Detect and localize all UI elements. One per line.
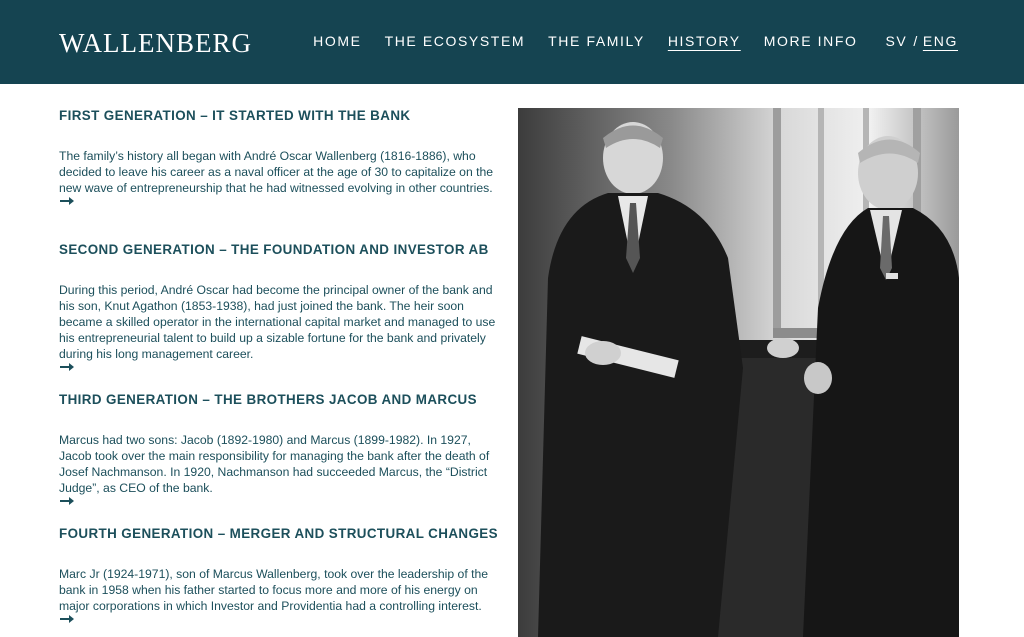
section-first-generation <box>59 108 501 208</box>
nav-more-info[interactable]: MORE INFO <box>763 33 858 49</box>
section-body: Marc Jr (1924-1971), son of Marcus Wallenberg, took over the leadership of the bank in 1958 when his father started to focus more and more of his energy on major corporations in which Investor and Providentia had a controlling interest. <box>59 567 489 614</box>
section-second-generation <box>59 242 501 374</box>
section-title: FIRST GENERATION – IT STARTED WITH THE BANK <box>59 108 411 123</box>
section-body: During this period, André Oscar had become the principal owner of the bank and his son, Knut Agathon (1853-1938), had just joined the bank. The heir soon became a skilled operator in the international capital market and managed to use his entrepreneurial talent to build up a sizable fortune for the bank and privately during his long management career. <box>59 283 496 362</box>
section-fourth-generation <box>59 526 501 626</box>
main-nav <box>290 33 958 49</box>
section-body: Marcus had two sons: Jacob (1892-1980) and Marcus (1899-1982). In 1927, Jacob took over the main responsibility for managing the bank after the death of Josef Nachmanson. In 1920, Nachmanson had succeeded Marcus, the “District Judge”, as CEO of the bank. <box>59 433 490 496</box>
lang-eng[interactable]: ENG <box>922 33 958 49</box>
section-title: SECOND GENERATION – THE FOUNDATION AND INVESTOR AB <box>59 242 489 257</box>
arrow-right-icon[interactable] <box>59 362 77 374</box>
arrow-right-icon[interactable] <box>59 196 77 208</box>
section-title: THIRD GENERATION – THE BROTHERS JACOB AND MARCUS <box>59 392 477 407</box>
section-title: FOURTH GENERATION – MERGER AND STRUCTURAL CHANGES <box>59 526 498 541</box>
historical-photo <box>518 108 959 637</box>
arrow-right-icon[interactable] <box>59 496 77 508</box>
arrow-right-icon[interactable] <box>59 614 77 626</box>
section-third-generation <box>59 392 501 508</box>
lang-separator: / <box>913 33 919 49</box>
site-header <box>0 0 1024 84</box>
lang-sv[interactable]: SV <box>885 33 908 49</box>
nav-the-family[interactable]: THE FAMILY <box>548 33 645 49</box>
photo-two-men-illustration <box>518 108 959 637</box>
nav-home[interactable]: HOME <box>313 33 362 49</box>
section-body: The family’s history all began with André Oscar Wallenberg (1816-1886), who decided to leave his career as a naval officer at the age of 30 to capitalize on the new wave of entrepreneurship that he had witnessed evolving in other countries. <box>59 149 494 196</box>
nav-history[interactable]: HISTORY <box>667 33 741 49</box>
nav-the-ecosystem[interactable]: THE ECOSYSTEM <box>384 33 526 49</box>
logo[interactable]: WALLENBERG <box>59 28 252 58</box>
language-switcher <box>885 33 958 49</box>
